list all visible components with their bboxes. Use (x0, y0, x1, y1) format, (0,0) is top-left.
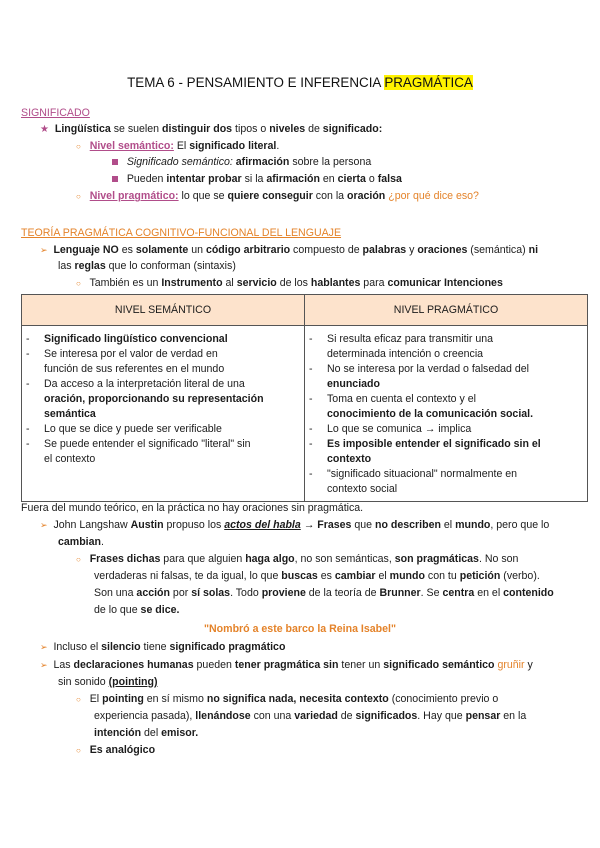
bullet-austin-cont: cambian. (58, 536, 104, 548)
list-item: determinada intención o creencia (327, 348, 484, 360)
circle-bullet-icon: ○ (76, 279, 81, 288)
comparison-table (21, 294, 588, 502)
bullet-lenguaje-cont: las reglas que lo conforman (sintaxis) (58, 260, 236, 272)
list-item: oración, proporcionando su representación (44, 393, 264, 405)
list-item: - Si resulta eficaz para transmitir una (309, 333, 494, 345)
bullet-pointing: ○ El pointing en sí mismo no significa nada, necesita contexto (conocimiento previo o (76, 693, 499, 705)
bullet-pointing-cont2: intención del emisor. (94, 727, 199, 739)
list-item: - Es imposible entender el significado sin el (309, 438, 541, 450)
quote: "Nombró a este barco la Reina Isabel" (204, 623, 396, 635)
bullet-frases-cont2: Son una acción por sí solas. Todo proviene de la teoría de Brunner. Se centra en el contenido (94, 587, 554, 599)
bullet-declaraciones: ➢ Las declaraciones humanas pueden tener pragmática sin tener un significado semántico gruñir y (40, 659, 533, 671)
table-header-pragmatico: NIVEL PRAGMÁTICO (305, 295, 588, 326)
list-item: - Se puede entender el significado "literal" sin (26, 438, 251, 450)
arrow-bullet-icon: ➢ (40, 660, 48, 670)
circle-bullet-icon: ○ (76, 555, 81, 564)
bullet-frases: ○ Frases dichas para que alguien haga algo, no son semánticas, son pragmáticas. No son (76, 553, 519, 565)
star-bullet-icon: ★ (40, 124, 49, 135)
list-item: conocimiento de la comunicación social. (327, 408, 534, 420)
square-bullet-icon (112, 176, 118, 182)
section-heading-teoria: TEORÍA PRAGMÁTICA COGNITIVO-FUNCIONAL DEL LENGUAJE (21, 227, 342, 239)
arrow-bullet-icon: ➢ (40, 245, 48, 255)
bullet-nivel-semantico: ○ Nivel semántico: El significado literal. (76, 140, 280, 152)
title-highlight: PRAGMÁTICA (384, 75, 473, 90)
list-item: función de sus referentes en el mundo (44, 363, 225, 375)
bullet-instrumento: ○ También es un Instrumento al servicio de los hablantes para comunicar Intenciones (76, 277, 503, 289)
section-heading-significado: SIGNIFICADO (21, 107, 90, 119)
bullet-silencio: ➢ Incluso el silencio tiene significado pragmático (40, 641, 286, 653)
table-cell-pragmatico (305, 326, 588, 502)
bullet-pointing-cont1: experiencia pasada), llenándose con una variedad de significados. Hay que pensar en la (94, 710, 527, 722)
circle-bullet-icon: ○ (76, 695, 81, 704)
page-title: TEMA 6 - PENSAMIENTO E INFERENCIA PRAGMÁTICA (127, 75, 473, 90)
bullet-nivel-pragmatico: ○ Nivel pragmático: lo que se quiere conseguir con la oración ¿por qué dice eso? (76, 190, 479, 202)
list-item: - Da acceso a la interpretación literal de una (26, 378, 245, 390)
bullet-linguistica: ★ Lingüística se suelen distinguir dos tipos o niveles de significado: (40, 123, 383, 135)
arrow-bullet-icon: ➢ (40, 520, 48, 530)
circle-bullet-icon: ○ (76, 142, 81, 151)
list-item: contexto social (327, 483, 398, 495)
bullet-declaraciones-cont: sin sonido (pointing) (58, 676, 158, 688)
bullet-analogico: ○ Es analógico (76, 744, 156, 756)
table-cell-semantico (22, 326, 305, 502)
bullet-austin: ➢ John Langshaw Austin propuso los actos del habla → Frases que no describen el mundo, pero que lo (40, 519, 550, 531)
arrow-bullet-icon: ➢ (40, 642, 48, 652)
list-item: - Se interesa por el valor de verdad en (26, 348, 218, 360)
sub-bullet-significado-semantico: Significado semántico: afirmación sobre la persona (112, 155, 371, 170)
list-item: - Lo que se comunica → implica (309, 423, 472, 435)
circle-bullet-icon: ○ (76, 192, 81, 201)
table-header-semantico: NIVEL SEMÁNTICO (22, 295, 305, 326)
square-bullet-icon (112, 159, 118, 165)
list-item: contexto (327, 453, 372, 465)
list-item: el contexto (44, 453, 96, 465)
list-item: - Toma en cuenta el contexto y el (309, 393, 476, 405)
list-item: enunciado (327, 378, 380, 390)
bullet-lenguaje: ➢ Lenguaje NO es solamente un código arbitrario compuesto de palabras y oraciones (semántica) ni (40, 244, 539, 256)
paragraph-fuera: Fuera del mundo teórico, en la práctica no hay oraciones sin pragmática. (21, 502, 364, 514)
list-item: - Lo que se dice y puede ser verificable (26, 423, 222, 435)
list-item: semántica (44, 408, 96, 420)
list-item: - "significado situacional" normalmente en (309, 468, 518, 480)
sub-bullet-probar: Pueden intentar probar si la afirmación en cierta o falsa (112, 172, 402, 187)
list-item: - Significado lingüístico convencional (26, 333, 228, 345)
circle-bullet-icon: ○ (76, 746, 81, 755)
list-item: - No se interesa por la verdad o falsedad del (309, 363, 529, 375)
bullet-frases-cont1: verdaderas ni falsas, te da igual, lo que buscas es cambiar el mundo con tu petición (verbo). (94, 570, 540, 582)
bullet-frases-cont3: de lo que se dice. (94, 604, 180, 616)
